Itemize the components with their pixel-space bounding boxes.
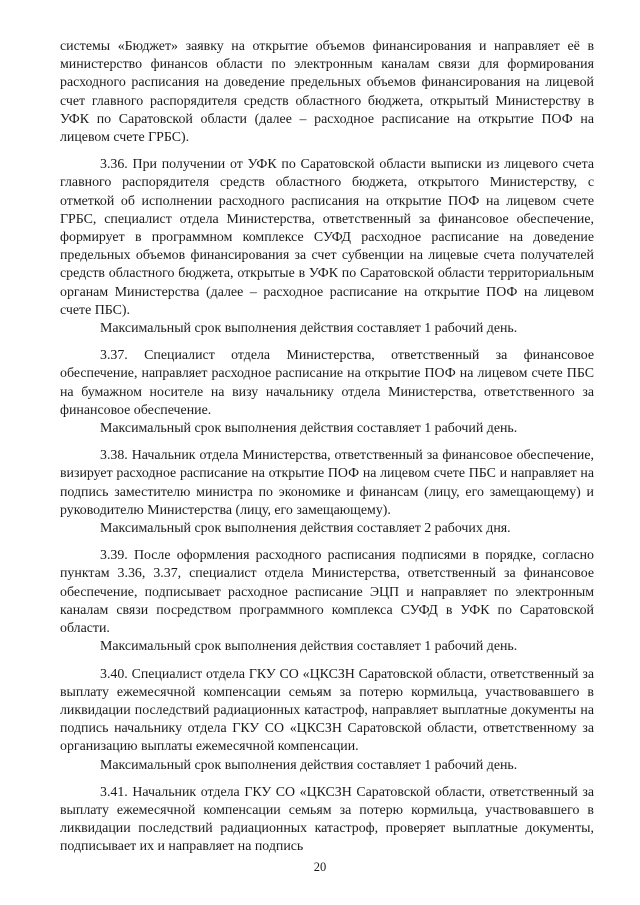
paragraph-3-39: 3.39. После оформления расходного расписания подписями в порядке, согласно пунктам 3.36, 3.37, специалист отдела Министерства, ответственный за финансовое обеспечение, подписывает расходное расписание ЭЦП и направляет по электронным каналам связи посредством программного комплекса СУФД в УФК по Саратовской области.: [60, 548, 594, 637]
deadline-3-40: Максимальный срок выполнения действия составляет 1 рабочий день.: [100, 757, 518, 773]
paragraph-3-41: 3.41. Начальник отдела ГКУ СО «ЦКСЗН Саратовской области, ответственный за выплату ежемесячной компенсации семьям за потерю кормильца, участвовавшего в ликвидации последствий радиационных катастроф, проверяет выплатные документы, подписывает их и направляет на подпись: [60, 784, 594, 855]
deadline-3-39: Максимальный срок выполнения действия составляет 1 рабочий день.: [100, 639, 518, 655]
paragraph-3-40: 3.40. Специалист отдела ГКУ СО «ЦКСЗН Саратовской области, ответственный за выплату ежемесячной компенсации семьям за потерю кормильца, участвовавшего в ликвидации последствий радиационных катастроф, направляет выплатные документы на подпись начальнику отдела ГКУ СО «ЦКСЗН Саратовской области, ответственному за организацию выплаты ежемесячной компенсации.: [60, 666, 594, 755]
deadline-3-38: Максимальный срок выполнения действия составляет 2 рабочих дня.: [100, 521, 511, 537]
paragraph-3-37: 3.37. Специалист отдела Министерства, ответственный за финансовое обеспечение, направляет расходное расписание на открытие ПОФ на лицевом счете ПБС на бумажном носителе на визу начальнику отдела Министерства, ответственного за финансовое обеспечение.: [60, 348, 594, 418]
deadline-3-37: Максимальный срок выполнения действия составляет 1 рабочий день.: [100, 421, 518, 437]
document-page: [60, 38, 594, 857]
continuation-paragraph: системы «Бюджет» заявку на открытие объемов финансирования и направляет её в министерство финансов области по электронным каналам связи для формирования расходного расписания на доведение предельных объемов финансирования на лицевой счет главного распорядителя средств областного бюджета, открытый Министерству в УФК по Саратовской области (далее – расходное расписание на открытие ПОФ на лицевом счете ГРБС).: [60, 39, 594, 146]
deadline-3-36: Максимальный срок выполнения действия составляет 1 рабочий день.: [100, 321, 518, 337]
paragraph-3-36: 3.36. При получении от УФК по Саратовской области выписки из лицевого счета главного распорядителя средств областного бюджета, открытого Министерству, с отметкой об исполнении расходного расписания на открытие ПОФ на лицевом счете ГРБС, специалист отдела Министерства, ответственный за финансовое обеспечение, формирует в программном комплексе СУФД расходное расписание на доведение предельных объемов финансирования за счет субвенции на лицевые счета получателей средств областного бюджета, открытые в УФК по Саратовской области территориальным органам Министерства (далее – расходное расписание на открытие ПОФ на лицевом счете ПБС).: [60, 157, 594, 318]
paragraph-3-38: 3.38. Начальник отдела Министерства, ответственный за финансовое обеспечение, визирует расходное расписание на открытие ПОФ на лицевом счете ПБС и направляет на подпись заместителю министра по экономике и финансам (лицу, его замещающему) и руководителю Министерства (лицу, его замещающему).: [60, 448, 594, 518]
page-number: 20: [313, 860, 327, 874]
